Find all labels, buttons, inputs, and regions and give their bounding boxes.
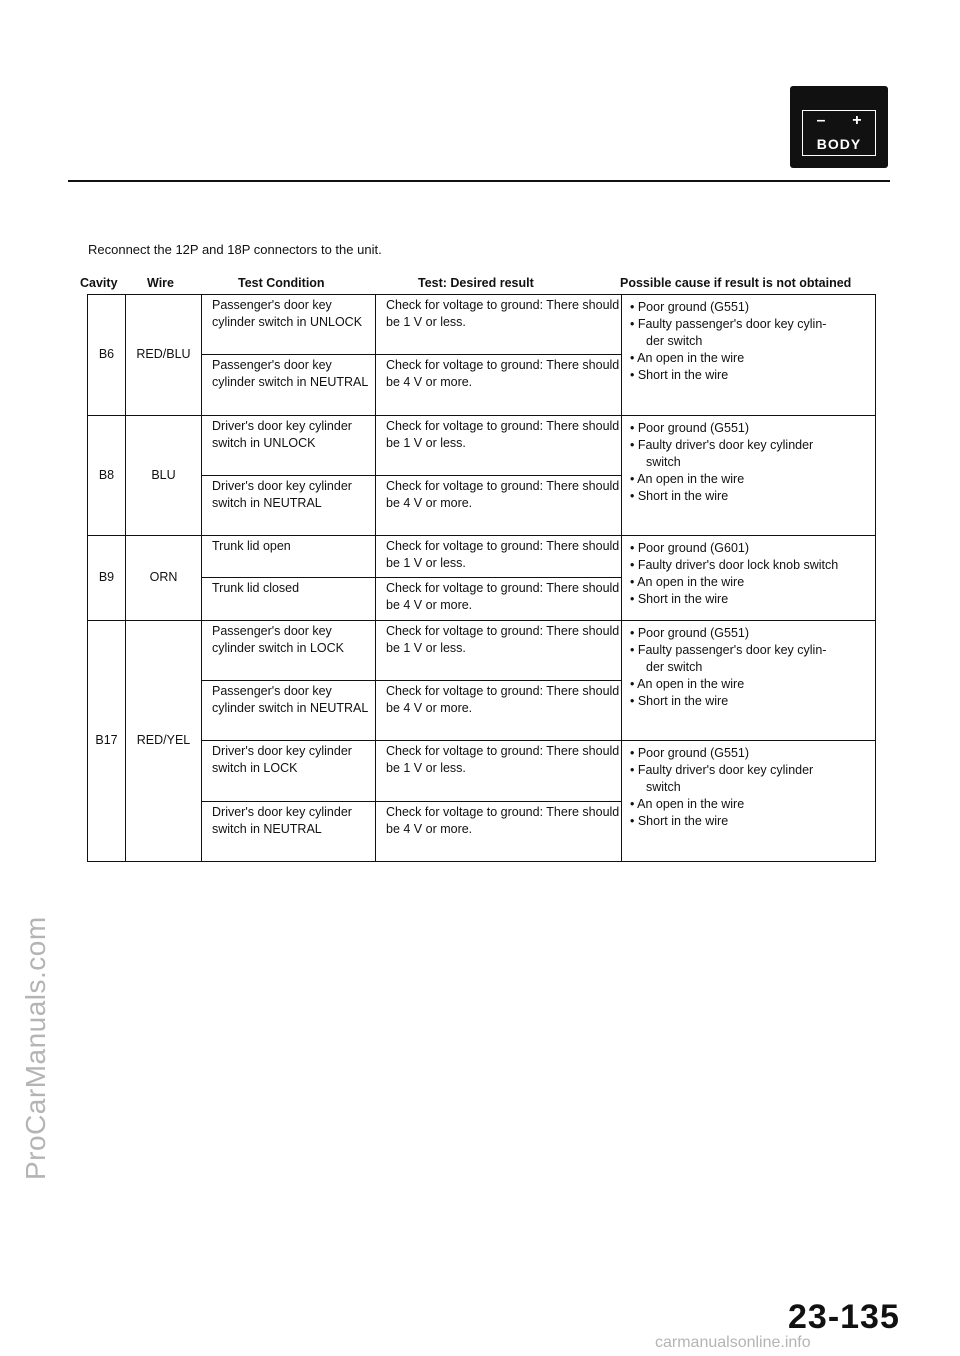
condition-cell: Passenger's door key cylinder switch in UNLOCK	[202, 295, 376, 355]
wire-cell: ORN	[126, 536, 202, 621]
result-cell: Check for voltage to ground: There should be 4 V or more.	[376, 681, 622, 741]
table-row	[88, 295, 876, 355]
test-table	[87, 294, 876, 862]
header-cavity: Cavity	[80, 276, 118, 290]
condition-cell: Driver's door key cylinder switch in NEUTRAL	[202, 801, 376, 861]
badge-label: BODY	[816, 136, 862, 152]
body-section-badge	[790, 86, 888, 168]
condition-cell: Passenger's door key cylinder switch in NEUTRAL	[202, 681, 376, 741]
result-cell: Check for voltage to ground: There should be 4 V or more.	[376, 475, 622, 535]
condition-cell: Trunk lid open	[202, 536, 376, 578]
condition-cell: Driver's door key cylinder switch in UNLOCK	[202, 415, 376, 475]
condition-cell: Passenger's door key cylinder switch in NEUTRAL	[202, 355, 376, 415]
table-row	[88, 620, 876, 680]
header-wire: Wire	[147, 276, 174, 290]
cavity-cell: B8	[88, 415, 126, 536]
cause-cell: • Poor ground (G551) • Faulty driver's door key cylinder switch • An open in the wire • Short in the wire	[622, 741, 876, 862]
condition-cell: Driver's door key cylinder switch in NEUTRAL	[202, 475, 376, 535]
result-cell: Check for voltage to ground: There should be 4 V or more.	[376, 801, 622, 861]
wire-cell: RED/BLU	[126, 295, 202, 416]
result-cell: Check for voltage to ground: There should be 1 V or less.	[376, 620, 622, 680]
header-cause: Possible cause if result is not obtained	[620, 276, 852, 290]
cause-cell: • Poor ground (G551) • Faulty passenger's door key cylin- der switch • An open in the wire • Short in the wire	[622, 295, 876, 416]
condition-cell: Passenger's door key cylinder switch in LOCK	[202, 620, 376, 680]
cavity-cell: B6	[88, 295, 126, 416]
intro-text: Reconnect the 12P and 18P connectors to the unit.	[88, 242, 382, 257]
cavity-cell: B9	[88, 536, 126, 621]
header-rule	[68, 180, 890, 182]
result-cell: Check for voltage to ground: There should be 1 V or less.	[376, 536, 622, 578]
battery-icon	[802, 110, 876, 156]
footer-source: carmanualsonline.info	[655, 1334, 811, 1351]
condition-cell: Driver's door key cylinder switch in LOCK	[202, 741, 376, 801]
table-row	[88, 415, 876, 475]
cause-cell: • Poor ground (G551) • Faulty driver's door key cylinder switch • An open in the wire • Short in the wire	[622, 415, 876, 536]
table-row	[88, 536, 876, 578]
site-watermark: ProCarManuals.com	[20, 916, 51, 1180]
wire-cell: RED/YEL	[126, 620, 202, 861]
cause-cell: • Poor ground (G601) • Faulty driver's door lock knob switch • An open in the wire • Short in the wire	[622, 536, 876, 621]
header-condition: Test Condition	[238, 276, 325, 290]
minus-sign: –	[816, 112, 826, 129]
cavity-cell: B17	[88, 620, 126, 861]
header-result: Test: Desired result	[418, 276, 534, 290]
page-number: 23-135	[788, 1298, 900, 1336]
table-row	[88, 741, 876, 801]
condition-cell: Trunk lid closed	[202, 577, 376, 620]
plus-sign: +	[852, 112, 862, 129]
result-cell: Check for voltage to ground: There should be 4 V or more.	[376, 577, 622, 620]
result-cell: Check for voltage to ground: There should be 1 V or less.	[376, 415, 622, 475]
cause-cell: • Poor ground (G551) • Faulty passenger's door key cylin- der switch • An open in the wire • Short in the wire	[622, 620, 876, 741]
result-cell: Check for voltage to ground: There should be 1 V or less.	[376, 295, 622, 355]
result-cell: Check for voltage to ground: There should be 1 V or less.	[376, 741, 622, 801]
wire-cell: BLU	[126, 415, 202, 536]
result-cell: Check for voltage to ground: There should be 4 V or more.	[376, 355, 622, 415]
